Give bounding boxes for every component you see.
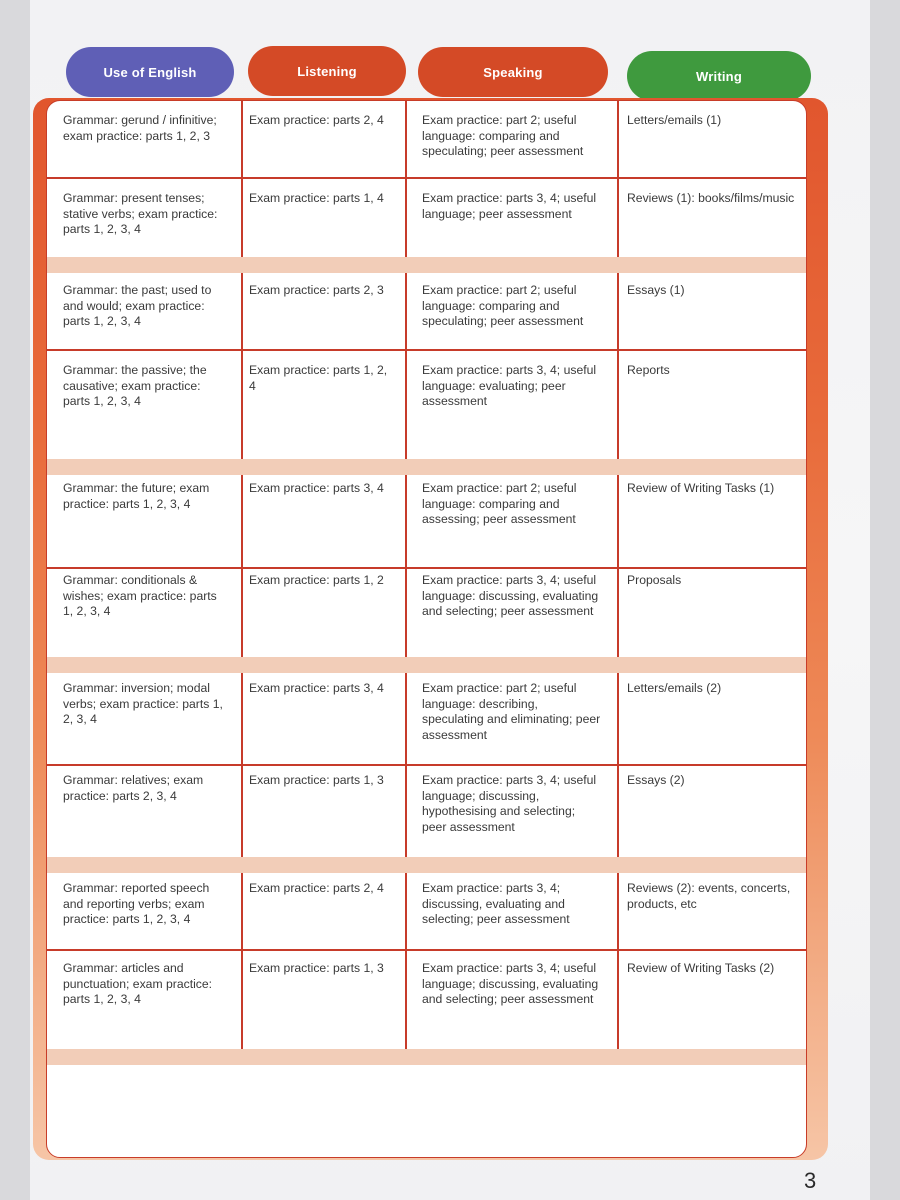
cell-use-of-english: Grammar: relatives; exam practice: parts 2, 3, 4 [63,773,204,803]
cell-speaking: Exam practice: part 2; useful language: comparing and assessing; peer assessment [422,481,577,526]
cell-writing: Review of Writing Tasks (2) [627,961,775,975]
cell-listening: Exam practice: parts 1, 2, 4 [249,363,388,393]
tab-writing[interactable]: Writing [627,51,811,101]
cell-writing: Essays (2) [627,773,685,787]
cell-listening: Exam practice: parts 1, 3 [249,961,384,975]
cell-listening: Exam practice: parts 2, 3 [249,283,384,297]
cell-writing: Essays (1) [627,283,685,297]
unit-separator-band [47,857,806,873]
cell-listening: Exam practice: parts 2, 4 [249,881,384,895]
column-divider [405,101,407,1051]
tab-speaking[interactable]: Speaking [418,47,608,97]
row-divider [47,349,806,351]
unit-separator-band [47,257,806,273]
cell-speaking: Exam practice: parts 3, 4; useful language: evaluating; peer assessment [422,363,597,408]
cell-listening: Exam practice: parts 1, 3 [249,773,384,787]
unit-separator-band [47,1049,806,1065]
cell-writing: Letters/emails (2) [627,681,722,695]
cell-use-of-english: Grammar: reported speech and reporting verbs; exam practice: parts 1, 2, 3, 4 [63,881,210,926]
page-number: 3 [804,1168,817,1193]
cell-speaking: Exam practice: part 2; useful language: describing, speculating and eliminating; peer assessment [422,681,601,742]
cell-speaking: Exam practice: part 2; useful language: comparing and speculating; peer assessment [422,113,584,158]
unit-separator-band [47,657,806,673]
cell-speaking: Exam practice: parts 3, 4; useful language: discussing, evaluating and selecting; peer assessment [422,573,599,618]
row-divider [47,177,806,179]
cell-writing: Review of Writing Tasks (1) [627,481,775,495]
cell-writing: Letters/emails (1) [627,113,722,127]
cell-listening: Exam practice: parts 2, 4 [249,113,384,127]
row-divider [47,949,806,951]
row-divider [47,567,806,569]
cell-use-of-english: Grammar: conditionals & wishes; exam practice: parts 1, 2, 3, 4 [63,573,217,618]
cell-listening: Exam practice: parts 3, 4 [249,681,384,695]
syllabus-table [46,100,807,1158]
cell-use-of-english: Grammar: inversion; modal verbs; exam practice: parts 1, 2, 3, 4 [63,681,223,726]
row-divider [47,764,806,766]
unit-separator-band [47,459,806,475]
cell-writing: Reviews (2): events, concerts, products, etc [627,881,791,911]
cell-listening: Exam practice: parts 1, 2 [249,573,384,587]
cell-listening: Exam practice: parts 1, 4 [249,191,384,205]
tab-use-of-english[interactable]: Use of English [66,47,234,97]
cell-speaking: Exam practice: parts 3, 4; discussing, evaluating and selecting; peer assessment [422,881,570,926]
cell-speaking: Exam practice: parts 3, 4; useful language; discussing, evaluating and selecting; peer assessment [422,961,599,1006]
cell-speaking: Exam practice: parts 3, 4; useful language; peer assessment [422,191,597,221]
cell-writing: Proposals [627,573,682,587]
cell-use-of-english: Grammar: gerund / infinitive; exam practice: parts 1, 2, 3 [63,113,217,143]
cell-writing: Reviews (1): books/films/music [627,191,795,205]
column-divider [241,101,243,1051]
cell-use-of-english: Grammar: the passive; the causative; exam practice: parts 1, 2, 3, 4 [63,363,207,408]
cell-use-of-english: Grammar: articles and punctuation; exam practice: parts 1, 2, 3, 4 [63,961,213,1006]
cell-use-of-english: Grammar: the past; used to and would; exam practice: parts 1, 2, 3, 4 [63,283,212,328]
column-divider [617,101,619,1051]
cell-use-of-english: Grammar: the future; exam practice: parts 1, 2, 3, 4 [63,481,210,511]
tab-listening[interactable]: Listening [248,46,406,96]
cell-speaking: Exam practice: part 2; useful language: comparing and speculating; peer assessment [422,283,584,328]
cell-writing: Reports [627,363,670,377]
cell-listening: Exam practice: parts 3, 4 [249,481,384,495]
cell-use-of-english: Grammar: present tenses; stative verbs; exam practice: parts 1, 2, 3, 4 [63,191,218,236]
cell-speaking: Exam practice: parts 3, 4; useful language; discussing, hypothesising and selecting; peer assessment [422,773,597,834]
